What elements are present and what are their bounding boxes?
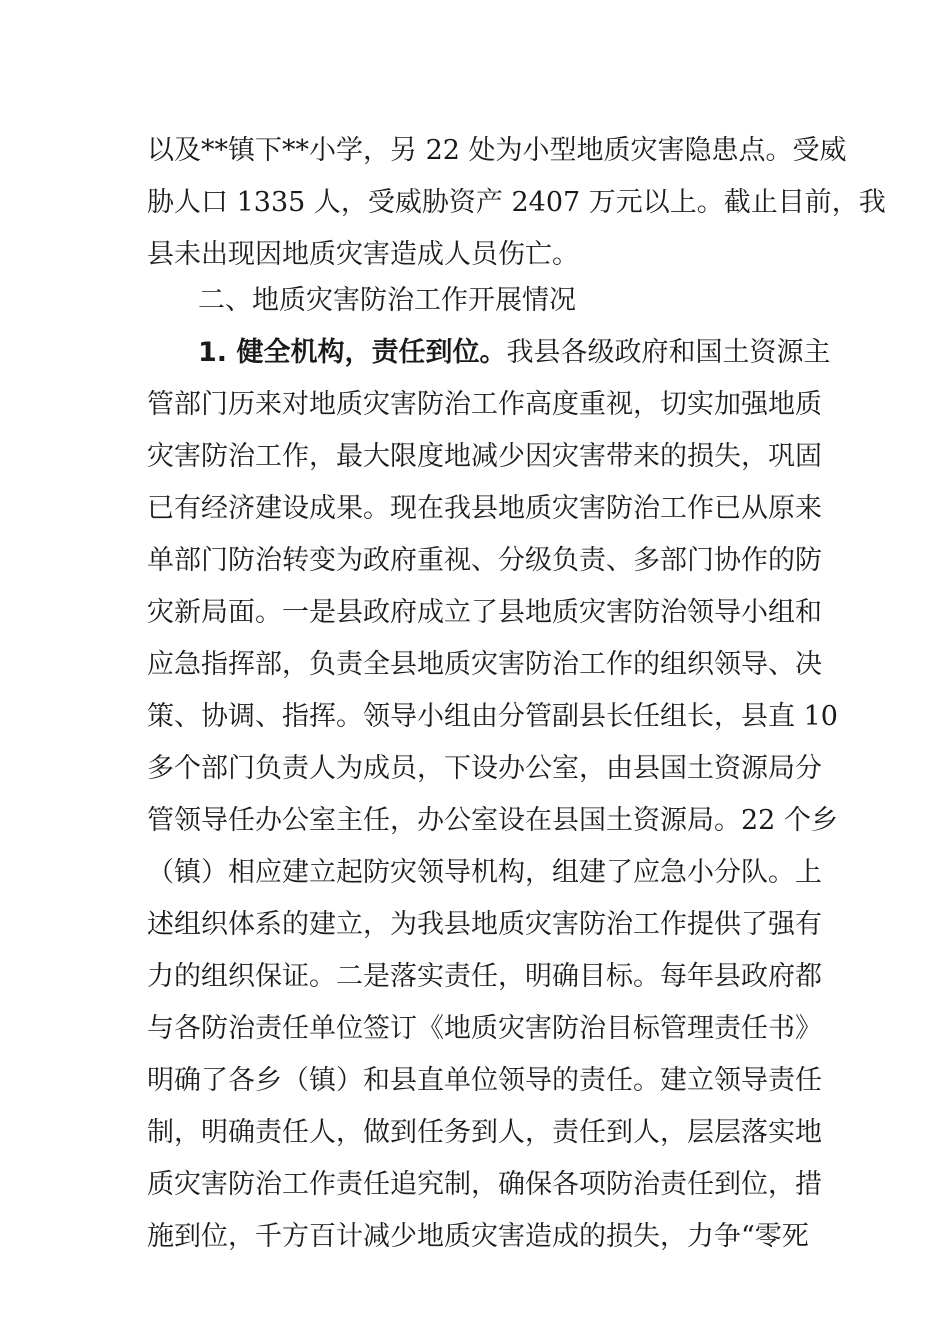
paragraph-line: 质灾害防治工作责任追究制，确保各项防治责任到位，措 xyxy=(147,1169,822,1200)
paragraph-first-line xyxy=(198,327,831,379)
paragraph-line: 管领导任办公室主任，办公室设在县国土资源局。22 个乡 xyxy=(147,805,838,836)
section-heading: 二、地质灾害防治工作开展情况 xyxy=(198,285,576,316)
paragraph-line: 灾新局面。一是县政府成立了县地质灾害防治领导小组和 xyxy=(147,597,822,628)
lead-heading-bold: 1. 健全机构，责任到位。 xyxy=(198,337,507,368)
paragraph-line: 管部门历来对地质灾害防治工作高度重视，切实加强地质 xyxy=(147,389,822,420)
paragraph-line: 以及**镇下**小学，另 22 处为小型地质灾害隐患点。受威 xyxy=(147,135,847,166)
paragraph-line: 应急指挥部，负责全县地质灾害防治工作的组织领导、决 xyxy=(147,649,822,680)
paragraph-line: （镇）相应建立起防灾领导机构，组建了应急小分队。上 xyxy=(147,857,822,888)
paragraph-line: 单部门防治转变为政府重视、分级负责、多部门协作的防 xyxy=(147,545,822,576)
paragraph-line: 与各防治责任单位签订《地质灾害防治目标管理责任书》 xyxy=(147,1013,822,1044)
paragraph-line: 制，明确责任人，做到任务到人，责任到人，层层落实地 xyxy=(147,1117,822,1148)
paragraph-line: 胁人口 1335 人，受威胁资产 2407 万元以上。截止目前，我 xyxy=(147,187,886,218)
paragraph-line: 述组织体系的建立，为我县地质灾害防治工作提供了强有 xyxy=(147,909,822,940)
paragraph-line: 明确了各乡（镇）和县直单位领导的责任。建立领导责任 xyxy=(147,1065,822,1096)
paragraph-line: 施到位，千方百计减少地质灾害造成的损失，力争“零死 xyxy=(147,1221,809,1252)
paragraph-line: 策、协调、指挥。领导小组由分管副县长任组长，县直 10 xyxy=(147,701,838,732)
paragraph-line: 灾害防治工作，最大限度地减少因灾害带来的损失，巩固 xyxy=(147,441,822,472)
paragraph-line: 已有经济建设成果。现在我县地质灾害防治工作已从原来 xyxy=(147,493,822,524)
paragraph-line: 多个部门负责人为成员，下设办公室，由县国土资源局分 xyxy=(147,753,822,784)
paragraph-line: 力的组织保证。二是落实责任，明确目标。每年县政府都 xyxy=(147,961,822,992)
lead-heading-rest: 我县各级政府和国土资源主 xyxy=(506,337,831,368)
paragraph-line: 县未出现因地质灾害造成人员伤亡。 xyxy=(147,239,579,270)
